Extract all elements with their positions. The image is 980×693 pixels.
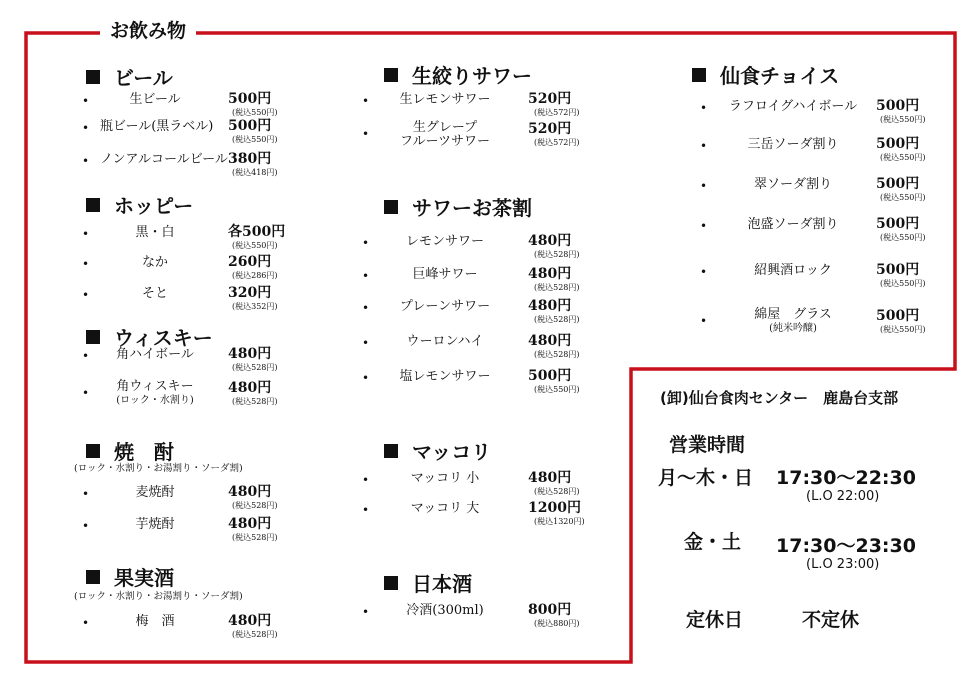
drink-price-with-tax: (税込550円) xyxy=(880,233,926,242)
drink-name-line1: マッコリ 大 xyxy=(410,501,480,516)
square-bullet-icon xyxy=(384,444,398,458)
drink-name xyxy=(380,300,510,314)
square-bullet-icon xyxy=(86,70,100,84)
drink-name xyxy=(100,226,210,240)
drink-price: 800円 xyxy=(528,602,572,618)
drink-price: 480円 xyxy=(528,333,572,349)
drink-name xyxy=(100,152,228,167)
drink-price-with-tax: (税込550円) xyxy=(232,135,278,144)
section-title xyxy=(86,62,173,91)
drink-price: 1200円 xyxy=(528,500,581,516)
drink-name-line1: ウーロンハイ xyxy=(406,334,484,349)
square-bullet-icon xyxy=(384,68,398,82)
drink-price-with-tax: (税込572円) xyxy=(534,108,580,117)
drink-name xyxy=(380,268,510,282)
bullet-icon: • xyxy=(82,227,90,241)
drink-price-with-tax: (税込352円) xyxy=(232,302,278,311)
drink-name-line1: 三岳ソーダ割り xyxy=(747,137,839,152)
section-note: (ロック・水割り・お湯割り・ソーダ割) xyxy=(74,463,243,474)
drink-price-with-tax: (税込550円) xyxy=(232,108,278,117)
drink-price-with-tax: (税込550円) xyxy=(880,325,926,334)
drink-price: 各500円 xyxy=(228,224,286,240)
closed-day-label: 定休日 xyxy=(686,609,744,631)
drink-price: 500円 xyxy=(228,91,272,107)
section-title-text: 日本酒 xyxy=(412,572,472,596)
drink-price-with-tax: (税込550円) xyxy=(534,385,580,394)
drink-name-line1: 生グレープ xyxy=(412,120,478,135)
drink-name-line2: (純米吟醸) xyxy=(769,323,817,334)
bullet-icon: • xyxy=(82,288,90,302)
drink-price-with-tax: (税込528円) xyxy=(534,350,580,359)
drink-name-line2: フルーツサワー xyxy=(400,134,490,149)
drink-name-line1: 梅 酒 xyxy=(135,614,175,629)
drink-name-line1: プレーンサワー xyxy=(399,299,491,314)
drink-price: 500円 xyxy=(228,118,272,134)
weekend-label: 金・土 xyxy=(684,531,742,553)
drink-name xyxy=(718,218,868,232)
drink-name-line1: なか xyxy=(141,255,168,270)
bullet-icon: • xyxy=(362,371,370,385)
drink-name xyxy=(100,93,210,107)
section-title-text: 仙食チョイス xyxy=(720,64,840,88)
drink-price-with-tax: (税込880円) xyxy=(534,619,580,628)
drink-price-with-tax: (税込550円) xyxy=(880,279,926,288)
bullet-icon: • xyxy=(82,94,90,108)
drink-price-with-tax: (税込528円) xyxy=(232,533,278,542)
drink-name xyxy=(380,93,510,107)
drink-name-line1: ラフロイグハイボール xyxy=(728,99,858,114)
bullet-icon: • xyxy=(362,94,370,108)
bullet-icon: • xyxy=(362,269,370,283)
drink-name xyxy=(380,502,510,516)
drink-name xyxy=(100,615,210,629)
drink-price: 480円 xyxy=(528,233,572,249)
bullet-icon: • xyxy=(700,219,708,233)
section-title-text: 果実酒 xyxy=(114,566,174,590)
drink-name xyxy=(100,256,210,270)
drink-price: 500円 xyxy=(528,368,572,384)
drink-name xyxy=(718,264,868,278)
drink-name xyxy=(100,348,210,362)
drink-name-line1: 瓶ビール(黒ラベル) xyxy=(100,119,214,134)
drink-price-with-tax: (税込550円) xyxy=(880,115,926,124)
drink-name xyxy=(100,380,210,408)
drink-price-with-tax: (税込550円) xyxy=(880,153,926,162)
drink-price: 320円 xyxy=(228,285,272,301)
drink-price: 480円 xyxy=(228,516,272,532)
drink-price-with-tax: (税込528円) xyxy=(232,363,278,372)
weekday-hours: 17:30～22:30 xyxy=(776,467,916,489)
bullet-icon: • xyxy=(82,519,90,533)
drink-price: 500円 xyxy=(876,136,920,152)
drink-name xyxy=(718,100,868,114)
drink-name xyxy=(718,308,868,336)
weekday-label: 月～木・日 xyxy=(658,467,754,489)
drink-price: 480円 xyxy=(228,380,272,396)
drink-price: 500円 xyxy=(876,308,920,324)
drink-price: 500円 xyxy=(876,98,920,114)
drink-name xyxy=(380,335,510,349)
square-bullet-icon xyxy=(384,576,398,590)
section-title-text: 生絞りサワー xyxy=(412,64,532,88)
drink-price-with-tax: (税込1320円) xyxy=(534,517,585,526)
drink-name-line1: 生レモンサワー xyxy=(399,92,491,107)
square-bullet-icon xyxy=(384,200,398,214)
bullet-icon: • xyxy=(82,386,90,400)
drink-name-line1: 塩レモンサワー xyxy=(399,369,491,384)
bullet-icon: • xyxy=(362,473,370,487)
drink-price-with-tax: (税込528円) xyxy=(232,397,278,406)
drink-name-line1: ノンアルコールビール xyxy=(100,152,228,167)
drink-name-line1: レモンサワー xyxy=(405,234,484,249)
bullet-icon: • xyxy=(362,127,370,141)
drink-price-with-tax: (税込550円) xyxy=(880,193,926,202)
weekday-last-order: (L.O 22:00) xyxy=(806,489,880,504)
drink-name xyxy=(380,121,510,149)
drink-price-with-tax: (税込528円) xyxy=(534,283,580,292)
weekend-hours: 17:30～23:30 xyxy=(776,535,916,557)
section-title-text: マッコリ xyxy=(412,440,492,464)
square-bullet-icon xyxy=(86,570,100,584)
drink-name-line2: (ロック・水割り) xyxy=(116,395,194,406)
bullet-icon: • xyxy=(700,101,708,115)
bullet-icon: • xyxy=(82,154,90,168)
section-title xyxy=(384,568,472,597)
drink-price: 500円 xyxy=(876,216,920,232)
section-title xyxy=(86,562,174,591)
store-name: (卸)仙台食肉センター 鹿島台支部 xyxy=(660,389,899,407)
drink-price-with-tax: (税込550円) xyxy=(232,241,278,250)
drink-name xyxy=(380,472,510,486)
drink-name-line1: 麦焼酎 xyxy=(135,485,175,500)
drink-price: 260円 xyxy=(228,254,272,270)
drink-name xyxy=(100,119,214,134)
section-title-text: ホッピー xyxy=(114,194,194,218)
drink-name-line1: マッコリ 小 xyxy=(410,471,480,486)
section-title xyxy=(384,436,491,465)
section-title xyxy=(384,60,532,89)
square-bullet-icon xyxy=(692,68,706,82)
drink-name xyxy=(718,138,868,152)
section-title xyxy=(86,190,193,219)
section-title-text: ウィスキー xyxy=(114,326,213,350)
drink-name xyxy=(718,178,868,192)
drink-price: 500円 xyxy=(876,262,920,278)
section-title-text: 焼 酎 xyxy=(114,440,174,464)
bullet-icon: • xyxy=(82,121,90,135)
square-bullet-icon xyxy=(86,198,100,212)
drink-price-with-tax: (税込528円) xyxy=(534,250,580,259)
closed-day-value: 不定休 xyxy=(802,609,860,631)
drink-name-line1: 翠ソーダ割り xyxy=(753,177,832,192)
drink-price: 380円 xyxy=(228,151,272,167)
drink-name-line1: 泡盛ソーダ割り xyxy=(747,217,839,232)
drink-name-line1: 生ビール xyxy=(129,92,181,107)
drink-price: 500円 xyxy=(876,176,920,192)
drink-price-with-tax: (税込286円) xyxy=(232,271,278,280)
drink-name-line1: 紹興酒ロック xyxy=(754,263,832,278)
section-title xyxy=(384,192,532,221)
drink-price: 480円 xyxy=(528,298,572,314)
section-title xyxy=(692,60,839,89)
drink-price: 520円 xyxy=(528,91,572,107)
drink-price: 480円 xyxy=(228,346,272,362)
drink-name xyxy=(100,486,210,500)
square-bullet-icon xyxy=(86,444,100,458)
drink-name-line1: 角ウィスキー xyxy=(116,379,194,394)
bullet-icon: • xyxy=(700,265,708,279)
drink-price-with-tax: (税込528円) xyxy=(534,487,580,496)
drink-name xyxy=(380,235,510,249)
drink-price-with-tax: (税込572円) xyxy=(534,138,580,147)
bullet-icon: • xyxy=(362,336,370,350)
square-bullet-icon xyxy=(86,330,100,344)
menu-title: お飲み物 xyxy=(100,16,196,43)
drink-price-with-tax: (税込528円) xyxy=(232,630,278,639)
drink-name-line1: 芋焼酎 xyxy=(135,517,175,532)
drink-name-line1: そと xyxy=(141,286,168,301)
bullet-icon: • xyxy=(362,236,370,250)
bullet-icon: • xyxy=(362,605,370,619)
bullet-icon: • xyxy=(700,179,708,193)
bullet-icon: • xyxy=(700,139,708,153)
bullet-icon: • xyxy=(700,314,708,328)
bullet-icon: • xyxy=(362,503,370,517)
bullet-icon: • xyxy=(362,301,370,315)
drink-price-with-tax: (税込528円) xyxy=(232,501,278,510)
bullet-icon: • xyxy=(82,487,90,501)
bullet-icon: • xyxy=(82,257,90,271)
hours-label: 営業時間 xyxy=(669,434,746,456)
bullet-icon: • xyxy=(82,616,90,630)
drink-name-line1: 黒・白 xyxy=(135,225,175,240)
drink-name-line1: 冷酒(300ml) xyxy=(406,603,484,618)
drink-price: 520円 xyxy=(528,121,572,137)
drink-name xyxy=(380,604,510,618)
section-note: (ロック・水割り・お湯割り・ソーダ割) xyxy=(74,591,243,602)
drink-price: 480円 xyxy=(228,484,272,500)
drink-price: 480円 xyxy=(528,266,572,282)
drink-name xyxy=(100,287,210,301)
section-title-text: サワーお茶割 xyxy=(412,196,532,220)
drink-name xyxy=(100,518,210,532)
drink-name-line1: 綿屋 グラス xyxy=(754,307,832,322)
drink-price-with-tax: (税込528円) xyxy=(534,315,580,324)
drink-name xyxy=(380,370,510,384)
drink-name-line1: 巨峰サワー xyxy=(412,267,478,282)
drink-price-with-tax: (税込418円) xyxy=(232,168,278,177)
bullet-icon: • xyxy=(82,349,90,363)
drink-price: 480円 xyxy=(228,613,272,629)
drink-name-line1: 角ハイボール xyxy=(116,347,194,362)
drink-price: 480円 xyxy=(528,470,572,486)
weekend-last-order: (L.O 23:00) xyxy=(806,557,880,572)
section-title-text: ビール xyxy=(114,66,173,90)
